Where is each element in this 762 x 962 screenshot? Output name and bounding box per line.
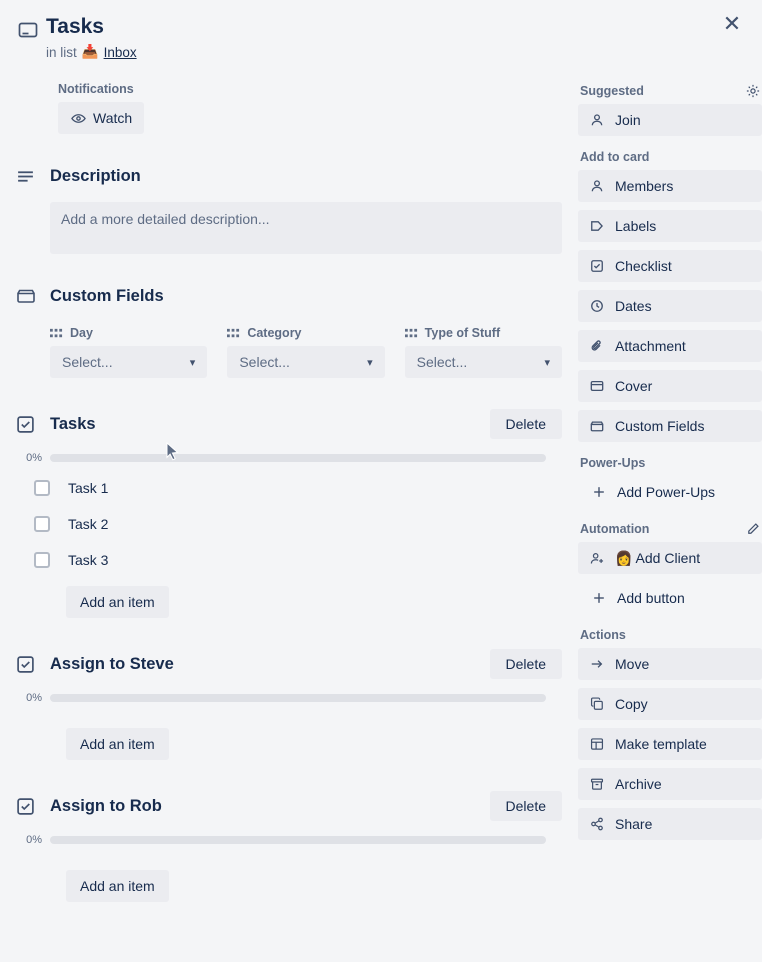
person-icon <box>589 179 605 193</box>
checklist-progress <box>16 452 562 464</box>
gear-icon[interactable] <box>746 84 760 98</box>
sidebar-item-label: Dates <box>615 298 652 314</box>
add-person-icon <box>589 551 605 566</box>
checklist-assign-to-rob <box>16 790 562 902</box>
watch-label: Watch <box>93 110 133 126</box>
close-icon[interactable]: ✕ <box>722 11 742 36</box>
custom-fields-title: Custom Fields <box>50 286 164 305</box>
breadcrumb <box>46 44 562 60</box>
sidebar-group-add-to-card <box>578 150 762 442</box>
sidebar-item-label: Checklist <box>615 258 672 274</box>
dropdown-field-icon <box>50 327 63 340</box>
list-item[interactable] <box>16 470 562 506</box>
checklist-item-label: Task 1 <box>68 480 109 496</box>
template-icon <box>589 737 605 751</box>
list-item[interactable] <box>16 506 562 542</box>
label-icon <box>589 219 605 233</box>
sidebar-item-label: Share <box>615 816 653 832</box>
sidebar-item-add-button[interactable] <box>578 582 762 614</box>
person-icon <box>589 113 605 127</box>
custom-fields-section <box>16 280 562 378</box>
in-list-prefix: in list <box>46 44 77 60</box>
sidebar-item-label: Archive <box>615 776 662 792</box>
custom-field-label: Day <box>70 326 93 340</box>
plus-icon <box>591 591 607 605</box>
custom-field-value: Select... <box>239 354 290 370</box>
custom-field-label: Type of Stuff <box>424 326 501 340</box>
sidebar-item-move[interactable] <box>578 648 762 680</box>
sidebar-heading: Suggested <box>580 84 644 98</box>
list-link[interactable]: Inbox <box>103 44 137 60</box>
custom-fields-row <box>50 326 562 378</box>
checklist-item-label: Task 2 <box>68 516 109 532</box>
sidebar-item-label: Members <box>615 178 674 194</box>
custom-field-day <box>50 326 207 378</box>
checklist-tasks <box>16 408 562 618</box>
list-item[interactable] <box>16 542 562 578</box>
sidebar-item-label: 👩 Add Client <box>615 549 701 566</box>
checklist-title: Tasks <box>50 414 96 433</box>
sidebar-heading: Add to card <box>580 150 650 164</box>
sidebar-item-label: Labels <box>615 218 657 234</box>
page-title: Tasks <box>46 15 104 38</box>
sidebar-item-label: Custom Fields <box>615 418 705 434</box>
checklist-percent: 0% <box>26 692 42 704</box>
checklist-icon <box>16 415 50 434</box>
inbox-emoji-icon: 📥 <box>81 44 99 59</box>
description-input[interactable]: Add a more detailed description... <box>50 202 562 254</box>
sidebar-item-join[interactable] <box>578 104 762 136</box>
sidebar-group-actions <box>578 628 762 840</box>
sidebar-item-attachment[interactable] <box>578 330 762 362</box>
dropdown-field-icon <box>405 327 418 340</box>
description-section <box>16 160 562 254</box>
description-icon <box>16 167 50 186</box>
sidebar-heading: Power-Ups <box>580 456 646 470</box>
sidebar-item-copy[interactable] <box>578 688 762 720</box>
sidebar-item-label: Make template <box>615 736 707 752</box>
sidebar-item-label: Add Power-Ups <box>617 484 716 500</box>
sidebar-item-label: Copy <box>615 696 648 712</box>
card-header <box>16 14 562 60</box>
sidebar-item-label: Join <box>615 112 641 128</box>
checklist-icon <box>16 655 50 674</box>
delete-checklist-button[interactable]: Delete <box>490 409 562 439</box>
sidebar-item-labels[interactable] <box>578 210 762 242</box>
sidebar-item-custom-fields[interactable] <box>578 410 762 442</box>
checklist-progress <box>16 692 562 704</box>
chevron-down-icon: ▾ <box>544 356 550 369</box>
sidebar-group-automation <box>578 522 762 614</box>
watch-button[interactable] <box>58 102 144 134</box>
checkbox[interactable] <box>34 552 50 568</box>
add-item-button[interactable]: Add an item <box>66 870 169 902</box>
sidebar-item-label: Add button <box>617 590 685 606</box>
custom-fields-icon <box>16 286 50 306</box>
add-item-button[interactable]: Add an item <box>66 728 169 760</box>
delete-checklist-button[interactable]: Delete <box>490 791 562 821</box>
plus-icon <box>591 485 607 499</box>
sidebar-item-dates[interactable] <box>578 290 762 322</box>
arrow-right-icon <box>589 657 605 671</box>
paperclip-icon <box>589 339 605 353</box>
sidebar-item-label: Attachment <box>615 338 686 354</box>
eye-icon <box>70 111 86 126</box>
sidebar-item-make-template[interactable] <box>578 728 762 760</box>
checklist-title: Assign to Rob <box>50 796 162 815</box>
checkbox[interactable] <box>34 480 50 496</box>
checklist-title: Assign to Steve <box>50 654 174 673</box>
notifications-label: Notifications <box>58 82 134 96</box>
cover-icon <box>589 379 605 393</box>
sidebar-item-checklist[interactable] <box>578 250 762 282</box>
custom-field-category <box>227 326 384 378</box>
custom-field-value: Select... <box>416 354 468 370</box>
sidebar-item-label: Move <box>615 656 650 672</box>
progress-bar <box>50 836 546 844</box>
archive-icon <box>589 777 605 791</box>
delete-checklist-button[interactable]: Delete <box>490 649 562 679</box>
sidebar-item-cover[interactable] <box>578 370 762 402</box>
progress-bar <box>50 454 546 462</box>
progress-bar <box>50 694 546 702</box>
card-sidebar <box>578 84 762 854</box>
sidebar-group-power-ups <box>578 456 762 508</box>
pencil-icon[interactable] <box>746 522 760 536</box>
sidebar-item-archive[interactable] <box>578 768 762 800</box>
sidebar-group-suggested <box>578 84 762 136</box>
checklist-progress <box>16 834 562 846</box>
custom-field-type-of-stuff <box>405 326 562 378</box>
sidebar-heading: Actions <box>580 628 626 642</box>
clock-icon <box>589 299 605 313</box>
chevron-down-icon: ▾ <box>189 356 196 369</box>
custom-field-select-type-of-stuff[interactable] <box>405 346 562 378</box>
checkbox[interactable] <box>34 516 50 532</box>
checklist-assign-to-steve <box>16 648 562 760</box>
card-icon <box>18 14 46 40</box>
custom-field-value: Select... <box>62 354 113 370</box>
custom-field-select-category[interactable] <box>227 346 384 378</box>
checklist-icon <box>589 259 605 273</box>
add-item-button[interactable]: Add an item <box>66 586 169 618</box>
share-icon <box>589 817 605 831</box>
checklist-item-label: Task 3 <box>68 552 109 568</box>
sidebar-item-label: Cover <box>615 378 653 394</box>
chevron-down-icon: ▾ <box>367 356 373 369</box>
sidebar-item-members[interactable] <box>578 170 762 202</box>
sidebar-heading: Automation <box>580 522 650 536</box>
notifications-block <box>58 82 562 134</box>
custom-field-select-day[interactable] <box>50 346 207 378</box>
copy-icon <box>589 697 605 711</box>
description-title: Description <box>50 166 141 185</box>
custom-field-label: Category <box>247 326 302 340</box>
checklist-percent: 0% <box>26 834 42 846</box>
custom-fields-icon <box>589 419 605 433</box>
dropdown-field-icon <box>227 327 240 340</box>
checklist-icon <box>16 797 50 816</box>
sidebar-item-share[interactable] <box>578 808 762 840</box>
checklist-percent: 0% <box>26 452 42 464</box>
sidebar-item-add-power-ups[interactable] <box>578 476 762 508</box>
sidebar-item-add-client[interactable] <box>578 542 762 574</box>
